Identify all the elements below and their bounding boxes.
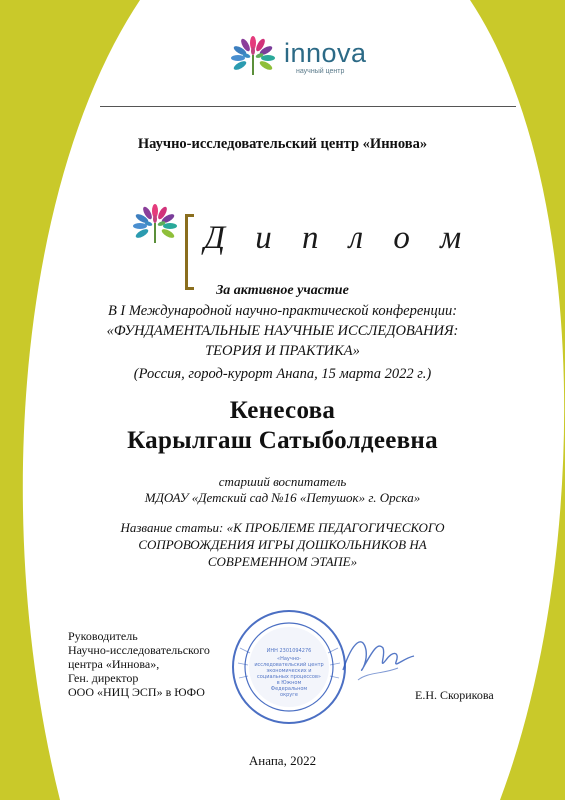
- city-year: Анапа, 2022: [248, 753, 317, 768]
- official-stamp: [230, 608, 348, 726]
- svg-text:Федеральном: Федеральном: [270, 686, 308, 692]
- svg-text:округе: округе: [280, 692, 298, 698]
- signatory-line-4: Ген. директор: [68, 671, 139, 685]
- recipient-position: старший воспитатель: [218, 474, 347, 489]
- article-title-line-2: СОПРОВОЖДЕНИЯ ИГРЫ ДОШКОЛЬНИКОВ НА: [138, 537, 427, 552]
- flower-emblem-icon: [130, 200, 180, 250]
- award-line: За активное участие: [216, 283, 349, 298]
- svg-text:ИНН 2301094276: ИНН 2301094276: [266, 648, 312, 654]
- svg-text:исследовательский центр: исследовательский центр: [254, 662, 324, 668]
- conference-line-2: «ФУНДАМЕНТАЛЬНЫЕ НАУЧНЫЕ ИССЛЕДОВАНИЯ:: [106, 323, 459, 339]
- innova-logo: [228, 32, 367, 82]
- article-title-line-1: Название статьи: «К ПРОБЛЕМЕ ПЕДАГОГИЧЕСКОГО: [120, 520, 445, 535]
- svg-text:социальных процессов»: социальных процессов»: [257, 674, 321, 680]
- organization-name: Научно-исследовательский центр «Иннова»: [137, 136, 428, 152]
- article-title-line-3: СОВРЕМЕННОМ ЭТАПЕ»: [207, 554, 358, 569]
- brand-name: innova: [284, 38, 367, 68]
- diploma-title: Д и п л о м: [204, 220, 473, 256]
- brand-tagline: научный центр: [296, 68, 345, 75]
- title-block: [130, 200, 473, 285]
- conference-line-3: ТЕОРИЯ И ПРАКТИКА»: [205, 343, 360, 359]
- signatory-line-3: центра «Иннова»,: [68, 657, 160, 671]
- signatory-line-5: ООО «НИЦ ЭСП» в ЮФО: [68, 685, 205, 699]
- svg-text:экономических и: экономических и: [266, 668, 312, 674]
- flower-logo-icon: [228, 32, 278, 82]
- conference-line-1: В I Международной научно-практической конференции:: [107, 303, 458, 319]
- handwritten-signature: [338, 630, 418, 690]
- svg-text:«Научно-: «Научно-: [277, 656, 301, 662]
- signatory-line-2: Научно-исследовательского: [68, 643, 210, 657]
- signatory-line-1: Руководитель: [68, 629, 138, 643]
- signatory-title: [68, 629, 210, 699]
- recipient-given-name: Карылгаш Сатыболдеевна: [127, 427, 438, 454]
- signatory-name: Е.Н. Скорикова: [415, 688, 494, 702]
- conference-location-date: (Россия, город-курорт Анапа, 15 марта 2022 г.): [133, 366, 432, 382]
- recipient-surname: Кенесова: [229, 397, 336, 424]
- recipient-institution: МДОАУ «Детский сад №16 «Петушок» г. Орска»: [144, 490, 421, 505]
- svg-text:в Южном: в Южном: [276, 680, 302, 686]
- title-bracket: [185, 214, 194, 290]
- header-divider: [100, 106, 516, 107]
